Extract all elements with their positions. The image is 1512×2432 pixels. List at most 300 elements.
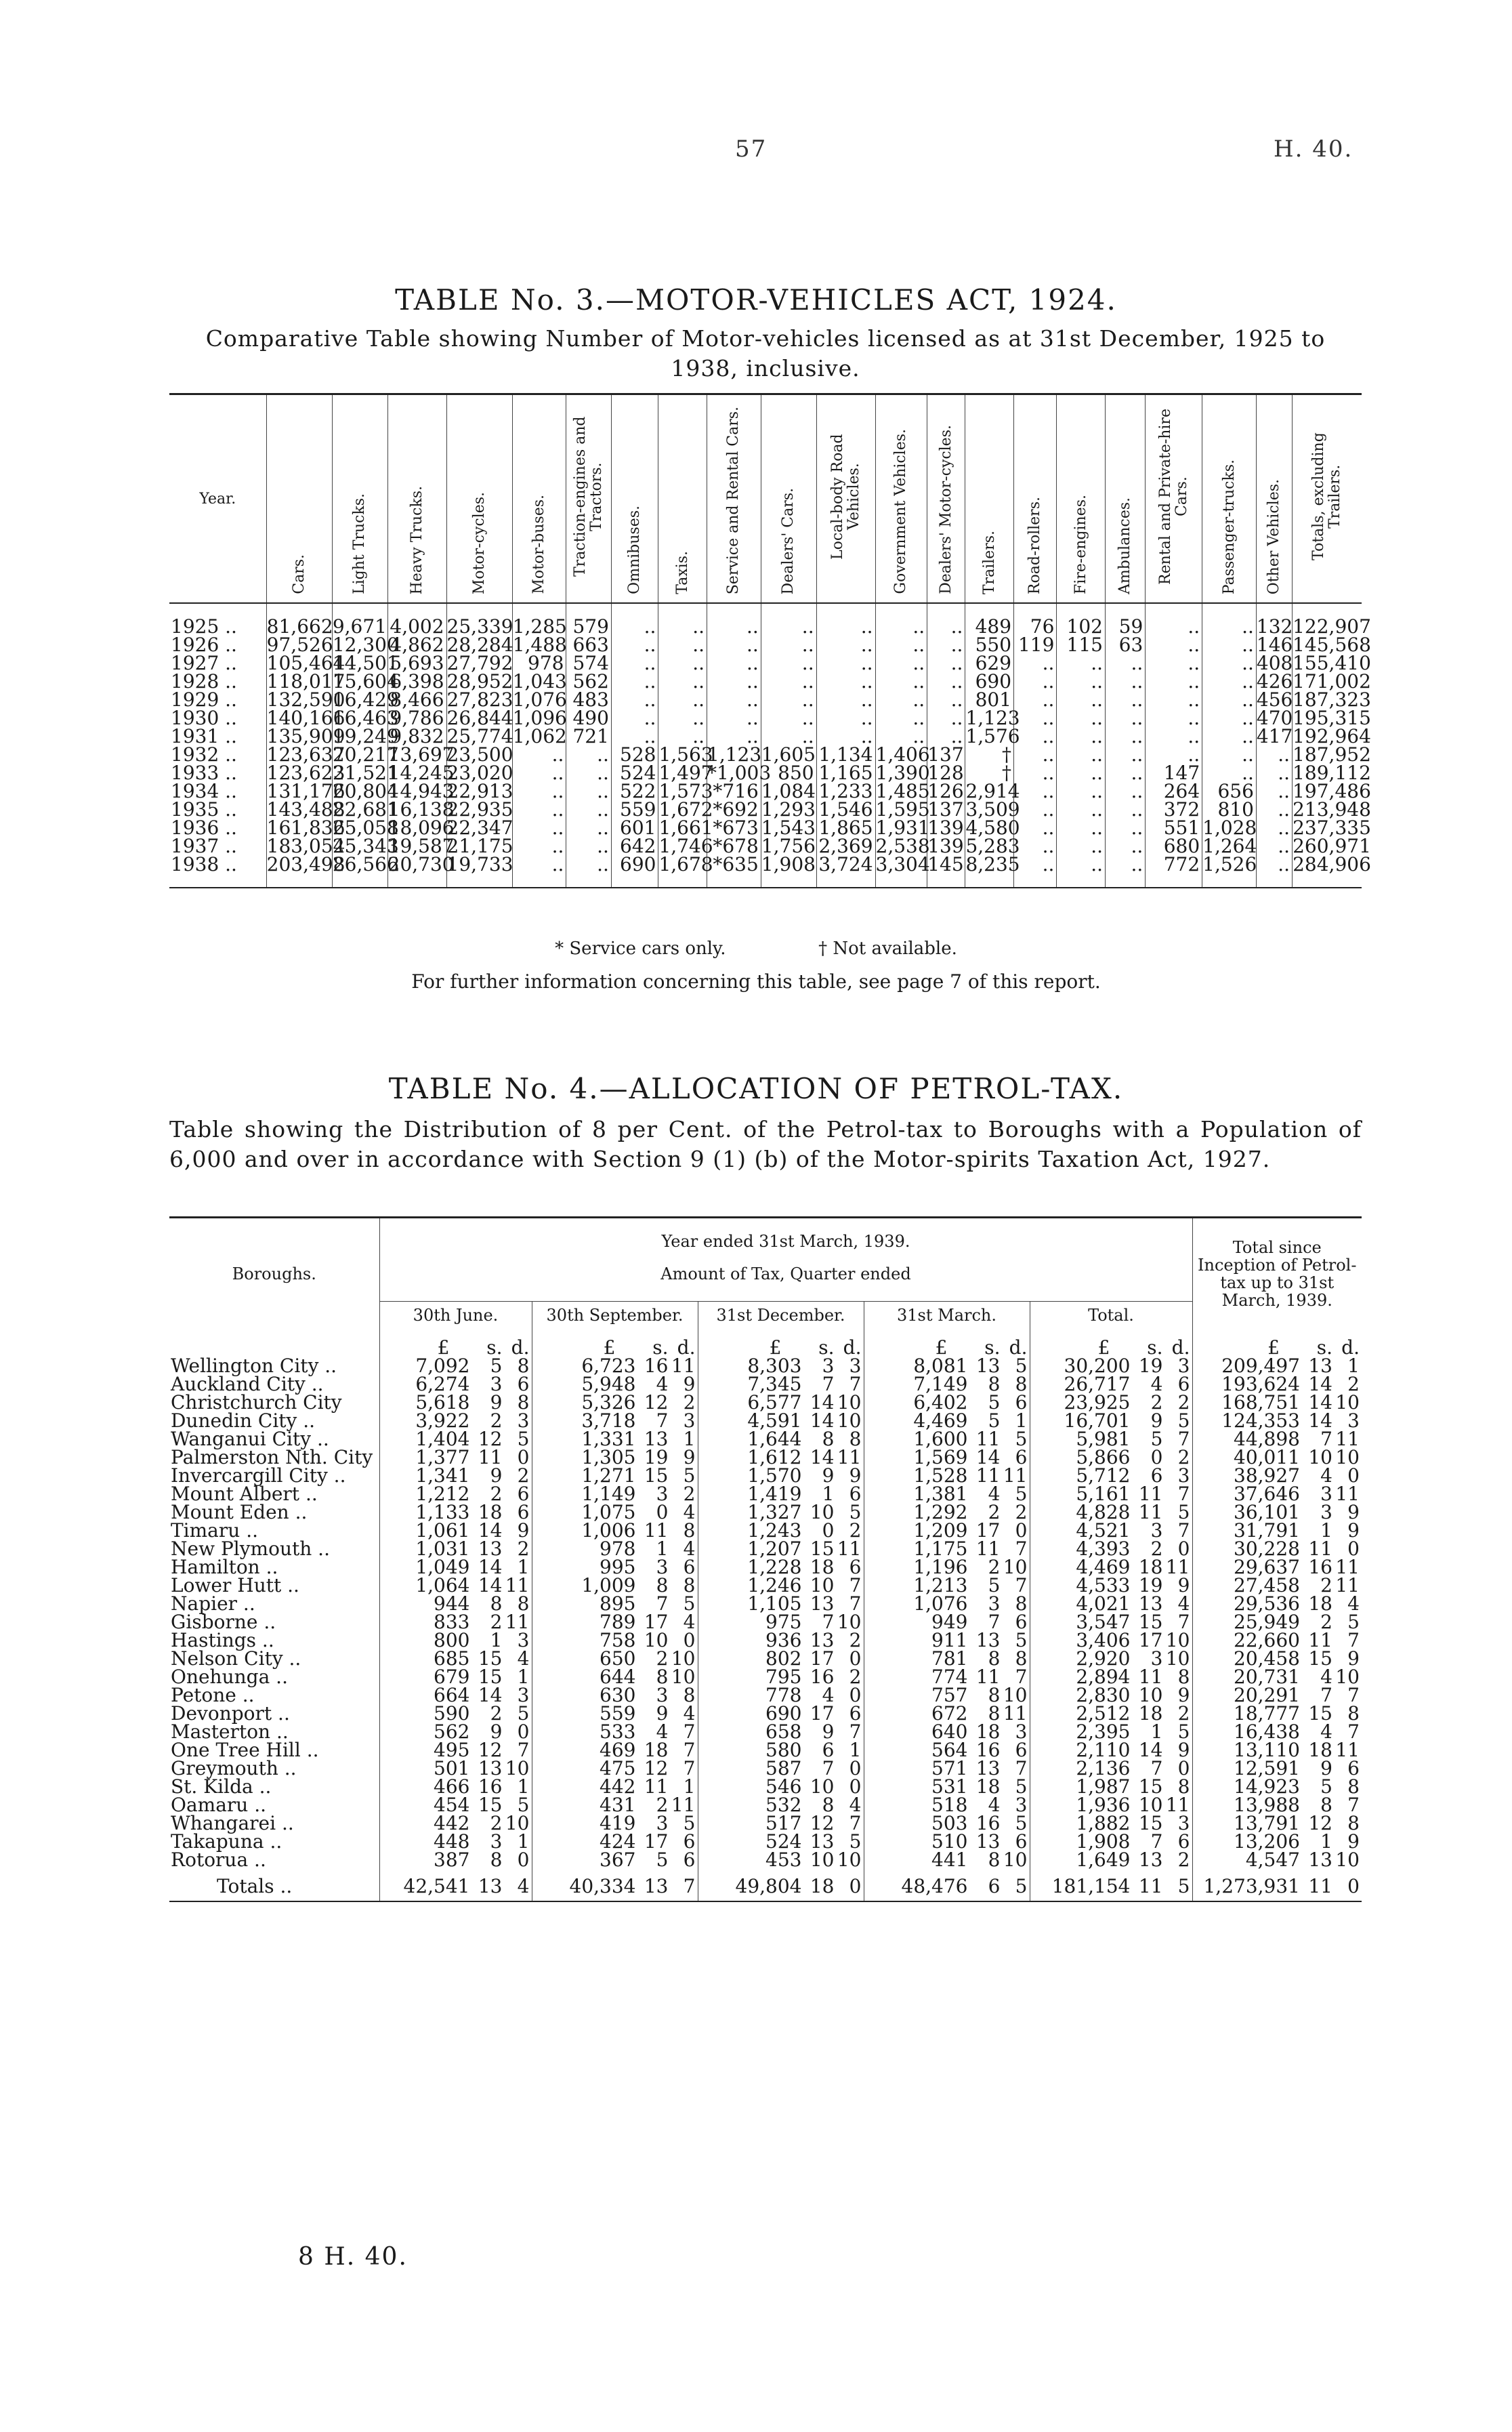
pence-value: 0 [1177,1538,1190,1560]
table-row [169,1503,1362,1521]
count-cell: .. [566,745,611,764]
pounds-value: 16,438 [1234,1720,1300,1743]
pounds-value: 475 [600,1757,636,1779]
count-cell: 22,935 [446,798,513,821]
count-cell: .. [1014,782,1057,800]
year-cell: 1929 .. [171,688,237,711]
count-cell: *1,003 [707,762,772,784]
pence-value: 11 [671,1355,696,1377]
amount-cell [698,1668,864,1686]
pounds-value: 469 [600,1739,636,1761]
amount-cell [532,1503,698,1521]
count-cell: .. [816,672,875,691]
pounds-value: 1,528 [913,1464,968,1487]
borough-name: New Plymouth .. [171,1538,330,1560]
count-cell: .. [1057,800,1106,819]
count-cell: .. [512,800,566,819]
pence-value: 7 [517,1739,530,1761]
pounds-value: 1,649 [1076,1849,1131,1871]
borough-name: Christchurch City [171,1391,342,1414]
count-cell: .. [1106,654,1146,672]
amount-cell [698,1558,864,1576]
count-cell: 721 [566,727,611,745]
amount-cell [1192,1851,1362,1869]
table-row [169,1466,1362,1485]
amount-cell [379,1869,532,1901]
pounds-value: 20,731 [1234,1666,1300,1688]
count-cell: .. [512,855,566,873]
pence-value: 2 [683,1483,696,1505]
pence-value: 11 [1165,1794,1190,1816]
count-cell: .. [512,764,566,782]
pounds-value: 441 [931,1849,968,1871]
pence-value: 10 [505,1812,530,1834]
pounds-value: 20,458 [1234,1647,1300,1670]
amount-cell [532,1430,698,1448]
pence-value: 1 [517,1775,530,1798]
amount-cell [1030,1832,1192,1851]
pence-value: 1 [683,1775,696,1798]
shillings-value: 1 [1150,1720,1163,1743]
table-row [169,1741,1362,1759]
count-cell: .. [761,727,816,745]
motor-vehicles-table [169,393,1371,888]
pounds-value: 3,718 [581,1409,636,1432]
count-cell: .. [1146,727,1202,745]
count-cell: .. [1256,800,1292,819]
amount-cell [379,1485,532,1503]
footnote-service-cars: * Service cars only. [555,939,726,959]
borough-name: Timaru .. [171,1519,258,1542]
pounds-value: 20,291 [1234,1684,1300,1706]
pence-value: 0 [683,1629,696,1651]
col-boroughs: Boroughs. [232,1264,316,1283]
pounds-value: 1,569 [913,1446,968,1468]
count-cell: 772 [1146,855,1202,873]
col-header-label: Heavy Trucks. [408,485,425,594]
count-cell: .. [1106,855,1146,873]
shillings-value: 15 [478,1794,503,1816]
pounds-value: 7,345 [747,1373,802,1395]
count-cell: .. [1106,727,1146,745]
pounds-value: 562 [434,1720,470,1743]
shillings-value: 4 [1320,1666,1332,1688]
pence-value: 5 [1347,1611,1360,1633]
amount-cell [379,1540,532,1558]
count-cell: 9,786 [387,709,446,727]
pence-value: 3 [1015,1794,1028,1816]
count-cell: 123,623 [266,762,345,784]
pounds-value: 640 [931,1720,968,1743]
pounds-value: 975 [765,1611,802,1633]
unit-label: £ [769,1336,782,1359]
pence-value: 7 [683,1720,696,1743]
count-cell: 16,138 [387,798,455,821]
amount-cell [698,1686,864,1704]
shillings-value: 10 [644,1629,669,1651]
count-cell: .. [707,672,761,691]
pence-value: 0 [1177,1757,1190,1779]
shillings-value: 3 [490,1830,503,1853]
shillings-value: 16 [975,1812,1001,1834]
shillings-value: 11 [1308,1538,1332,1560]
shillings-value: 4 [1320,1720,1332,1743]
pence-value: 9 [683,1446,696,1468]
shillings-value: 2 [490,1611,503,1633]
count-cell: .. [1106,837,1146,855]
borough-name: St. Kilda .. [171,1775,272,1798]
pounds-value: 895 [600,1592,636,1615]
shillings-value: 8 [1320,1794,1332,1816]
pence-value: 0 [849,1875,862,1897]
count-cell: .. [1146,709,1202,727]
shillings-value: 16 [1308,1556,1332,1578]
shillings-value: 15 [1308,1647,1332,1670]
pence-value: 9 [1177,1739,1190,1761]
shillings-value: 14 [1138,1739,1163,1761]
pence-value: 10 [837,1391,862,1414]
count-cell: .. [816,636,875,654]
amount-cell [864,1503,1030,1521]
pence-value: 2 [849,1666,862,1688]
borough-name: Wanganui City .. [171,1428,329,1450]
amount-cell [379,1430,532,1448]
table-row [169,819,1362,837]
shillings-value: 14 [810,1446,835,1468]
pounds-value: 4,021 [1076,1592,1131,1615]
pence-value: 7 [1177,1483,1190,1505]
table3-title: TABLE No. 3.—MOTOR-VEHICLES ACT, 1924. [395,283,1117,316]
count-cell: .. [1014,764,1057,782]
table-row [169,1594,1362,1613]
amount-cell [864,1485,1030,1503]
count-cell: 1,756 [761,835,816,857]
pounds-value: 658 [765,1720,802,1743]
shillings-value: 10 [1308,1446,1332,1468]
shillings-value: 17 [644,1611,669,1633]
pence-value: 5 [517,1428,530,1450]
amount-cell [864,1594,1030,1613]
pence-value: 7 [1177,1611,1190,1633]
shillings-value: 11 [1138,1483,1163,1505]
count-cell: 18,096 [387,817,455,839]
pounds-value: 2,110 [1076,1739,1131,1761]
amount-cell [379,1411,532,1430]
count-cell: 4,002 [387,617,446,636]
shillings-value: 13 [975,1830,1001,1853]
count-cell: .. [512,782,566,800]
count-cell: 189,112 [1293,762,1371,784]
pence-value: 1 [517,1666,530,1688]
table-row [169,1723,1362,1741]
count-cell: 28,284 [446,634,513,656]
count-cell: 3,304 [875,853,930,875]
amount-cell [1192,1576,1362,1594]
count-cell: 97,526 [266,634,333,656]
col-header [446,394,512,604]
pounds-value: 533 [600,1720,636,1743]
pence-value: 2 [1177,1702,1190,1725]
count-cell: 284,906 [1293,853,1371,875]
shillings-value: 14 [975,1446,1001,1468]
amount-cell [1192,1649,1362,1668]
pounds-value: 431 [600,1794,636,1816]
count-cell: 14,245 [387,762,455,784]
pounds-value: 757 [931,1684,968,1706]
shillings-value: 14 [478,1519,503,1542]
shillings-value: 13 [975,1629,1001,1651]
count-cell: 81,662 [266,615,333,638]
amount-cell [379,1357,532,1375]
pounds-value: 4,469 [1076,1556,1131,1578]
shillings-value: 13 [1138,1849,1163,1871]
table-row [169,1375,1362,1393]
pence-value: 11 [837,1538,862,1560]
count-cell: .. [658,727,707,745]
pounds-value: 30,200 [1064,1355,1131,1377]
col-header [927,394,965,604]
count-cell: .. [658,654,707,672]
count-cell: .. [1014,855,1057,873]
borough-name: Petone .. [171,1684,255,1706]
shillings-value: 5 [988,1574,1001,1596]
table-row [169,1393,1362,1411]
borough-name: Lower Hutt .. [171,1574,299,1596]
count-cell: .. [1202,727,1257,745]
pounds-value: 44,898 [1234,1428,1300,1450]
count-cell: 27,823 [446,688,513,711]
pence-value: 2 [1347,1373,1360,1395]
pounds-value: 1,331 [581,1428,636,1450]
shillings-value: 12 [644,1391,669,1414]
year-cell: 1933 .. [171,762,237,784]
shillings-value: 11 [1308,1875,1332,1897]
pounds-value: 1,305 [581,1446,636,1468]
count-cell: 128 [927,764,965,782]
units-cell [379,1329,532,1357]
pounds-value: 454 [434,1794,470,1816]
col-header [875,394,927,604]
col-header-label: Rental and Private-hire Cars. [1156,408,1190,585]
shillings-value: 7 [1150,1830,1163,1853]
count-cell: 559 [611,800,658,819]
count-cell: 102 [1057,617,1106,636]
count-cell: .. [1256,819,1292,837]
pounds-value: 2,894 [1076,1666,1131,1688]
pounds-value: 2,512 [1076,1702,1131,1725]
shillings-value: 3 [656,1684,669,1706]
pence-value: 3 [1347,1409,1360,1432]
table-row [169,1851,1362,1869]
amount-cell [532,1668,698,1686]
pounds-value: 13,988 [1234,1794,1300,1816]
pence-value: 9 [517,1519,530,1542]
pounds-value: 442 [600,1775,636,1798]
amount-cell [864,1777,1030,1796]
table-row [169,782,1362,800]
pounds-value: 517 [765,1812,802,1834]
shillings-value: 18 [1308,1739,1332,1761]
pounds-value: 911 [931,1629,968,1651]
pence-value: 4 [683,1702,696,1725]
shillings-value: 8 [490,1592,503,1615]
count-cell: 642 [611,837,658,855]
totals-row [169,1869,1362,1901]
count-cell: 13,697 [387,743,455,766]
pence-value: 8 [683,1519,696,1542]
count-cell: .. [1256,782,1292,800]
count-cell: .. [566,782,611,800]
pence-value: 7 [1015,1757,1028,1779]
unit-label: d. [843,1336,862,1359]
borough-name: Masterton .. [171,1720,289,1743]
col-header-label: Other Vehicles. [1265,478,1282,594]
pence-value: 7 [683,1739,696,1761]
col-year-ended: Year ended 31st March, 1939. [379,1218,1192,1261]
pence-value: 5 [1177,1409,1190,1432]
pounds-value: 13,206 [1234,1830,1300,1853]
shillings-value: 2 [988,1556,1001,1578]
pence-value: 11 [837,1446,862,1468]
count-cell: .. [927,636,965,654]
table-row [169,691,1362,709]
count-cell: .. [816,727,875,745]
table-row [169,745,1362,764]
pence-value: 5 [849,1501,862,1523]
pounds-value: 774 [931,1666,968,1688]
amount-cell [532,1796,698,1814]
pounds-value: 532 [765,1794,802,1816]
shillings-value: 13 [478,1757,503,1779]
shillings-value: 6 [1150,1464,1163,1487]
pence-value: 6 [683,1556,696,1578]
count-cell: 417 [1256,725,1293,747]
count-cell: 197,486 [1293,780,1371,802]
amount-cell [379,1375,532,1393]
shillings-value: 12 [810,1812,835,1834]
pounds-value: 1,341 [415,1464,470,1487]
shillings-value: 12 [644,1757,669,1779]
count-cell: .. [1057,727,1106,745]
pounds-value: 590 [434,1702,470,1725]
pounds-value: 367 [600,1849,636,1871]
count-cell: .. [658,691,707,709]
amount-cell [379,1704,532,1723]
amount-cell [698,1411,864,1430]
pounds-value: 36,101 [1234,1501,1300,1523]
pounds-value: 2,830 [1076,1684,1131,1706]
pounds-value: 5,981 [1076,1428,1131,1450]
shillings-value: 15 [810,1538,835,1560]
shillings-value: 13 [644,1875,669,1897]
pence-value: 1 [683,1428,696,1450]
count-cell: *692 [707,800,761,819]
amount-cell [698,1631,864,1649]
shillings-value: 4 [1320,1464,1332,1487]
count-cell: .. [927,654,965,672]
pounds-value: 442 [434,1812,470,1834]
unit-label: s. [1316,1336,1332,1359]
amount-cell [379,1594,532,1613]
pence-value: 11 [1335,1739,1360,1761]
pence-value: 0 [517,1720,530,1743]
col-header-label: Year. [199,490,236,508]
count-cell: 1,390 [875,762,930,784]
year-cell: 1935 .. [171,798,237,821]
count-cell: 16,429 [332,688,399,711]
pounds-value: 571 [931,1757,968,1779]
table-row [169,1558,1362,1576]
count-cell: 2,369 [816,837,875,855]
amount-cell [532,1576,698,1594]
pounds-value: 8,303 [747,1355,802,1377]
count-cell: 28,952 [446,670,513,693]
amount-cell [1192,1704,1362,1723]
shillings-value: 13 [810,1629,835,1651]
count-cell: .. [1146,636,1202,654]
shillings-value: 5 [988,1391,1001,1414]
pounds-value: 209,497 [1221,1355,1300,1377]
pence-value: 6 [1015,1611,1028,1633]
count-cell: .. [1256,764,1292,782]
shillings-value: 3 [1150,1647,1163,1670]
amount-cell [379,1503,532,1521]
pounds-value: 1,105 [747,1592,802,1615]
pence-value: 4 [683,1611,696,1633]
count-cell: 1,563 [658,743,713,766]
pounds-value: 7,092 [415,1355,470,1377]
shillings-value: 7 [822,1611,835,1633]
count-cell: 1,746 [658,835,713,857]
shillings-value: 2 [656,1794,669,1816]
pounds-value: 1,212 [415,1483,470,1505]
col-header [761,394,816,604]
shillings-value: 17 [975,1519,1001,1542]
amount-cell [1030,1391,1192,1414]
pounds-value: 1,209 [913,1519,968,1542]
pence-value: 11 [505,1574,530,1596]
col-header [387,394,446,604]
shillings-value: 19 [644,1446,669,1468]
amount-cell [1192,1466,1362,1485]
pounds-value: 4,521 [1076,1519,1131,1542]
count-cell: 26,844 [446,707,513,729]
pence-value: 3 [849,1355,862,1377]
count-cell: .. [1014,709,1057,727]
table-row [169,1796,1362,1814]
amount-cell [698,1448,864,1466]
pence-value: 7 [849,1592,862,1615]
pounds-value: 1,882 [1076,1812,1131,1834]
table3-reference: For further information concerning this table, see page 7 of this report. [411,970,1101,993]
amount-cell [1030,1576,1192,1594]
pence-value: 1 [849,1739,862,1761]
shillings-value: 3 [656,1483,669,1505]
pence-value: 3 [517,1684,530,1706]
count-cell: .. [761,636,816,654]
shillings-value: 8 [988,1702,1001,1725]
shillings-value: 18 [1138,1556,1163,1578]
col-header-label: Omnibuses. [626,506,644,594]
pence-value: 0 [1347,1538,1360,1560]
pounds-value: 424 [600,1830,636,1853]
shillings-value: 11 [1308,1629,1332,1651]
count-cell: 522 [611,782,658,800]
shillings-value: 5 [1150,1428,1163,1450]
amount-cell [698,1704,864,1723]
amount-cell [1030,1448,1192,1466]
col-header-label: Motor-buses. [530,495,548,594]
